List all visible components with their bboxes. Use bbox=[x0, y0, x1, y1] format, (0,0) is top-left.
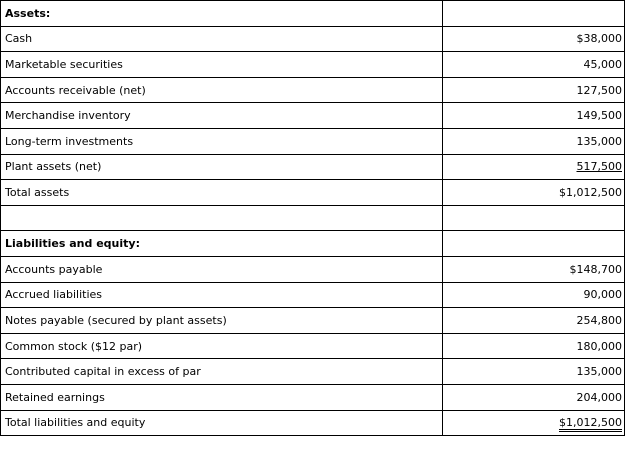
table-row bbox=[1, 128, 625, 154]
table-row bbox=[1, 26, 625, 52]
empty-cell bbox=[443, 1, 625, 27]
row-label: Accrued liabilities bbox=[1, 282, 443, 308]
table-row bbox=[1, 256, 625, 282]
empty-cell bbox=[443, 205, 625, 231]
row-value: 180,000 bbox=[443, 333, 625, 359]
row-label: Marketable securities bbox=[1, 52, 443, 78]
total-assets-value: $1,012,500 bbox=[443, 180, 625, 206]
table-row bbox=[1, 384, 625, 410]
row-label: Retained earnings bbox=[1, 384, 443, 410]
table-row bbox=[1, 77, 625, 103]
total-assets-label: Total assets bbox=[1, 180, 443, 206]
total-liabilities-value: $1,012,500 bbox=[559, 416, 622, 432]
empty-cell bbox=[1, 205, 443, 231]
row-label: Cash bbox=[1, 26, 443, 52]
liabilities-heading: Liabilities and equity: bbox=[1, 231, 443, 257]
table-row bbox=[1, 154, 625, 180]
row-label: Plant assets (net) bbox=[1, 154, 443, 180]
row-label: Notes payable (secured by plant assets) bbox=[1, 308, 443, 334]
table-row bbox=[1, 180, 625, 206]
row-value: 135,000 bbox=[443, 359, 625, 385]
row-value: 254,800 bbox=[443, 308, 625, 334]
row-value: 127,500 bbox=[443, 77, 625, 103]
row-value: 204,000 bbox=[443, 384, 625, 410]
row-value: 517,500 bbox=[576, 160, 622, 174]
row-label: Contributed capital in excess of par bbox=[1, 359, 443, 385]
row-value: 149,500 bbox=[443, 103, 625, 129]
row-label: Accounts receivable (net) bbox=[1, 77, 443, 103]
table-row bbox=[1, 52, 625, 78]
row-label: Merchandise inventory bbox=[1, 103, 443, 129]
row-value: $38,000 bbox=[443, 26, 625, 52]
row-value: $148,700 bbox=[443, 256, 625, 282]
assets-heading: Assets: bbox=[1, 1, 443, 27]
total-liabilities-label: Total liabilities and equity bbox=[1, 410, 443, 436]
row-label: Accounts payable bbox=[1, 256, 443, 282]
total-liabilities-value-cell bbox=[443, 410, 625, 436]
empty-cell bbox=[443, 231, 625, 257]
row-value-cell bbox=[443, 154, 625, 180]
table-row bbox=[1, 1, 625, 27]
row-value: 45,000 bbox=[443, 52, 625, 78]
spacer-row bbox=[1, 205, 625, 231]
table-row bbox=[1, 231, 625, 257]
row-value: 135,000 bbox=[443, 128, 625, 154]
table-row bbox=[1, 333, 625, 359]
row-value: 90,000 bbox=[443, 282, 625, 308]
row-label: Common stock ($12 par) bbox=[1, 333, 443, 359]
table-row bbox=[1, 103, 625, 129]
table-row bbox=[1, 308, 625, 334]
row-label: Long-term investments bbox=[1, 128, 443, 154]
table-row bbox=[1, 359, 625, 385]
table-row bbox=[1, 282, 625, 308]
table-row bbox=[1, 410, 625, 436]
